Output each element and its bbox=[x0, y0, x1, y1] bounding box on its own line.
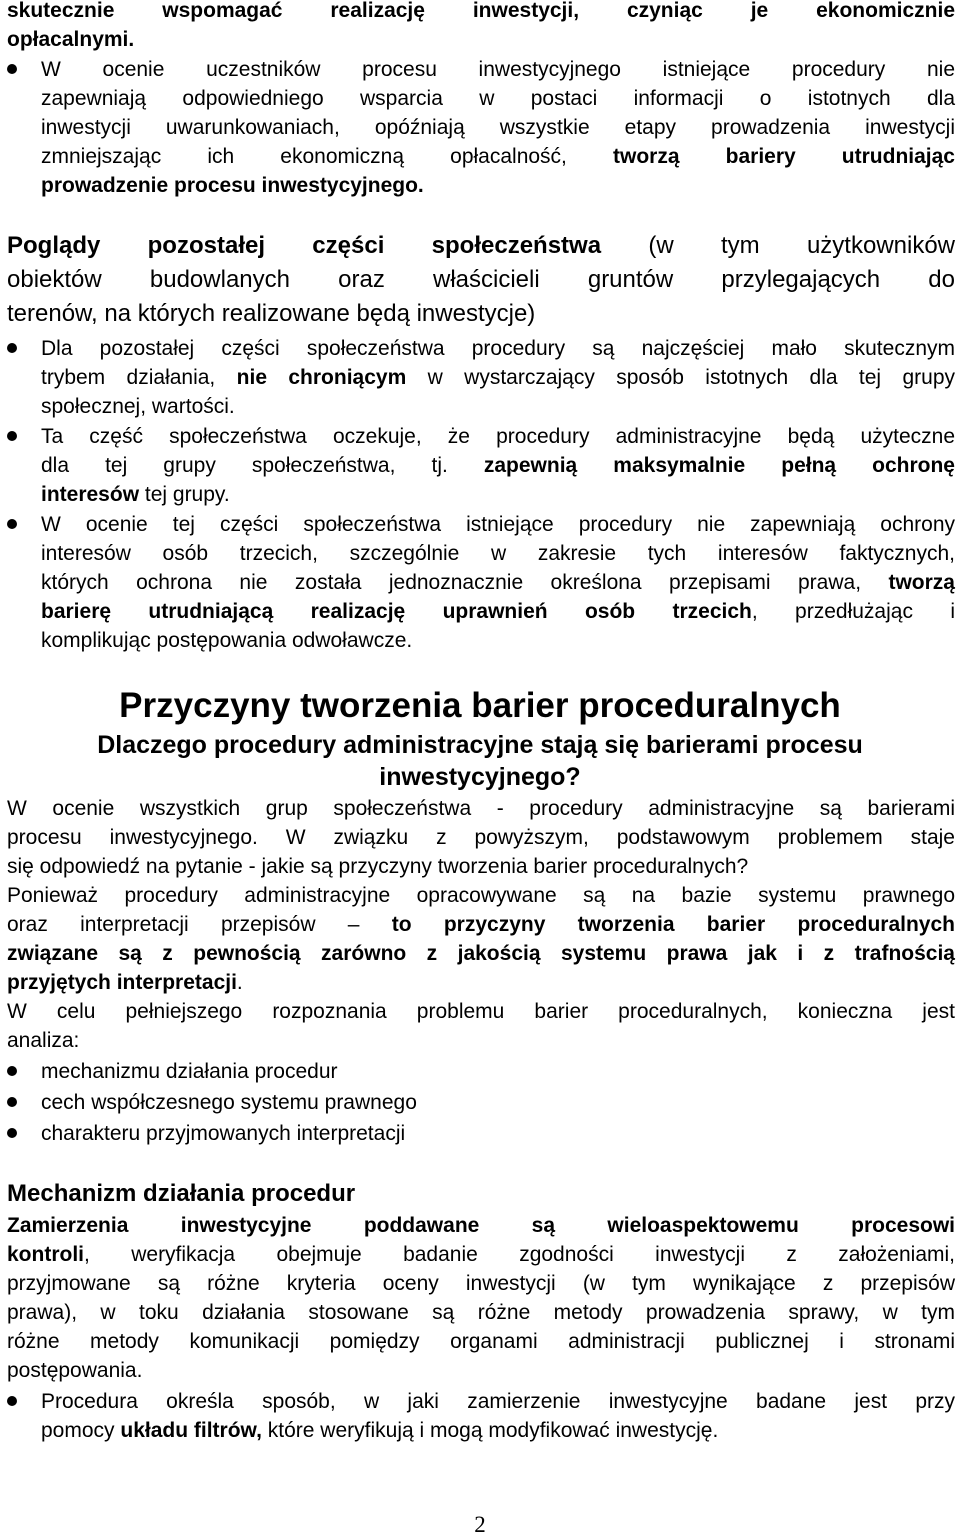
bold-text-run: interesów bbox=[41, 483, 140, 506]
society-b1-line-1: Dla pozostałej części społeczeństwa procedury są najczęściej mało skutecznym bbox=[41, 337, 955, 360]
analysis-list-item: charakteru przyjmowanych interpretacji bbox=[41, 1122, 406, 1145]
mechanism-heading: Mechanizm działania procedur bbox=[7, 1180, 356, 1207]
text-run: (w tym użytkowników bbox=[648, 232, 956, 259]
text-run: . bbox=[236, 971, 243, 994]
bold-text-run: zapewnią maksymalnie pełną ochronę bbox=[483, 454, 955, 477]
society-b2-line-3 bbox=[41, 480, 955, 509]
intro-line-1: skutecznie wspomagać realizację inwestycji, czyniąc je ekonomicznie bbox=[7, 0, 955, 22]
text-run: których ochrona nie została jednoznacznie określona przepisami prawa, bbox=[41, 571, 862, 594]
society-b1-line-3: społecznej, wartości. bbox=[41, 395, 235, 418]
causes-subtitle-line-1: Dlaczego procedury administracyjne stają się barierami procesu bbox=[97, 731, 863, 759]
intro-line-2: opłacalnymi. bbox=[7, 28, 135, 51]
bullet-icon bbox=[7, 1097, 17, 1107]
society-heading-line-3: terenów, na których realizowane będą inwestycje) bbox=[7, 300, 536, 327]
mechanism-line-5: różne metody komunikacji pomiędzy organami administracji publicznej i stronami bbox=[7, 1330, 955, 1353]
investors-line-1: W ocenie uczestników procesu inwestycyjnego istniejące procedury nie bbox=[41, 58, 955, 81]
mechanism-line-2 bbox=[7, 1240, 955, 1269]
page-number: 2 bbox=[474, 1512, 486, 1537]
text-run: trybem działania, bbox=[41, 366, 216, 389]
text-run: oraz interpretacji przepisów – bbox=[7, 913, 360, 936]
society-heading-line-2: obiektów budowlanych oraz właścicieli gruntów przylegających do bbox=[7, 266, 955, 293]
society-b3-line-5: komplikując postępowania odwoławcze. bbox=[41, 629, 413, 652]
society-b1-line-2 bbox=[41, 363, 955, 392]
society-b3-line-4 bbox=[41, 597, 955, 626]
bold-text-run: nie chroniącym bbox=[236, 366, 407, 389]
society-b3-line-1: W ocenie tej części społeczeństwa istniejące procedury nie zapewniają ochrony bbox=[41, 513, 955, 536]
causes-p1-line-1: W ocenie wszystkich grup społeczeństwa - procedury administracyjne są barierami bbox=[7, 797, 955, 820]
mechanism-bullet-line-1: Procedura określa sposób, w jaki zamierzenie inwestycyjne badane jest przy bbox=[41, 1390, 955, 1413]
text-run: które weryfikują i mogą modyfikować inwestycję. bbox=[267, 1419, 719, 1442]
bold-text-run: tworzą bbox=[888, 571, 955, 594]
society-b3-line-3 bbox=[41, 568, 955, 597]
investors-line-3: inwestycji uwarunkowaniach, opóźniają wszystkie etapy prowadzenia inwestycji bbox=[41, 116, 955, 139]
bold-text-run: kontroli bbox=[7, 1243, 84, 1266]
text-run: pomocy bbox=[41, 1419, 115, 1442]
causes-p2-line-2 bbox=[7, 910, 955, 939]
bold-text-run: Poglądy pozostałej części społeczeństwa bbox=[7, 232, 602, 259]
causes-subtitle-line-2: inwestycyjnego? bbox=[379, 763, 581, 791]
investors-line-2: zapewniają odpowiedniego wsparcia w postaci informacji o istotnych dla bbox=[41, 87, 955, 110]
text-run: , przedłużając i bbox=[751, 600, 955, 623]
causes-p3-line-2: analiza: bbox=[7, 1029, 80, 1052]
society-heading-line-1 bbox=[7, 231, 955, 260]
causes-p2-line-3: związane są z pewnością zarówno z jakością systemu prawa jak i z trafnością bbox=[7, 942, 955, 965]
society-b2-line-2 bbox=[41, 451, 955, 480]
causes-p2-line-1: Ponieważ procedury administracyjne opracowywane są na bazie systemu prawnego bbox=[7, 884, 955, 907]
bold-text-run: barierę utrudniającą realizację uprawnień osób trzecich bbox=[41, 600, 752, 623]
causes-title: Przyczyny tworzenia barier proceduralnych bbox=[119, 686, 841, 725]
causes-p1-line-3: się odpowiedź na pytanie - jakie są przyczyny tworzenia barier proceduralnych? bbox=[7, 855, 749, 878]
mechanism-bullet-line-2 bbox=[41, 1416, 955, 1445]
mechanism-line-4: prawa), w toku działania stosowane są różne metody prowadzenia sprawy, w tym bbox=[7, 1301, 955, 1324]
causes-p3-line-1: W celu pełniejszego rozpoznania problemu barier proceduralnych, konieczna jest bbox=[7, 1000, 955, 1023]
bullet-icon bbox=[7, 1128, 17, 1138]
mechanism-line-6: postępowania. bbox=[7, 1359, 143, 1382]
investors-line-5: prowadzenie procesu inwestycyjnego. bbox=[41, 174, 424, 197]
causes-p2-line-4 bbox=[7, 968, 955, 997]
bold-text-run: tworzą bariery utrudniając bbox=[613, 145, 955, 168]
text-run: w wystarczający sposób istotnych dla tej grupy bbox=[427, 366, 955, 389]
text-run: zmniejszając ich ekonomiczną opłacalność, bbox=[41, 145, 567, 168]
bold-text-run: to przyczyny tworzenia barier proceduralnych bbox=[391, 913, 955, 936]
bullet-icon bbox=[7, 64, 17, 74]
bullet-icon bbox=[7, 519, 17, 529]
bullet-icon bbox=[7, 1066, 17, 1076]
bullet-icon bbox=[7, 431, 17, 441]
analysis-list-item: cech współczesnego systemu prawnego bbox=[41, 1091, 417, 1114]
bullet-icon bbox=[7, 1396, 17, 1406]
society-b3-line-2: interesów osób trzecich, szczególnie w zakresie tych interesów faktycznych, bbox=[41, 542, 955, 565]
text-run: tej grupy. bbox=[144, 483, 230, 506]
causes-p1-line-2: procesu inwestycyjnego. W związku z powyższym, podstawowym problemem staje bbox=[7, 826, 955, 849]
society-b2-line-1: Ta część społeczeństwa oczekuje, że procedury administracyjne będą użyteczne bbox=[41, 425, 955, 448]
analysis-list-item: mechanizmu działania procedur bbox=[41, 1060, 338, 1083]
mechanism-line-1: Zamierzenia inwestycyjne poddawane są wieloaspektowemu procesowi bbox=[7, 1214, 955, 1237]
text-run: , weryfikacja obejmuje badanie zgodności inwestycji z założeniami, bbox=[84, 1243, 955, 1266]
bold-text-run: przyjętych interpretacji bbox=[7, 971, 237, 994]
text-run: dla tej grupy społeczeństwa, tj. bbox=[41, 454, 448, 477]
bold-text-run: układu filtrów, bbox=[120, 1419, 262, 1442]
bullet-icon bbox=[7, 343, 17, 353]
investors-line-4 bbox=[41, 142, 955, 171]
mechanism-line-3: przyjmowane są różne kryteria oceny inwestycji (w tym wynikające z przepisów bbox=[7, 1272, 955, 1295]
